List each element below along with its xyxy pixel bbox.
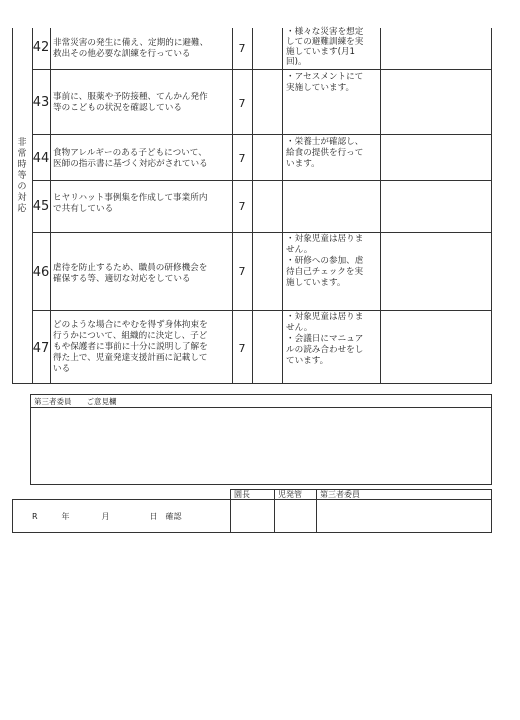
item-text: どのような場合にやむを得ず身体拘束を 行うかについて、組織的に決定し、子ど もや保護者に事前に十分に説明し了解を 得た上で、児童発達支援計画に記載して いる (53, 320, 208, 374)
manager-header: 児発管 (278, 490, 302, 499)
item-text: 事前に、服薬や予防接種、てんかん発作 等のこどもの状況を確認している (53, 92, 208, 113)
third-party-comment-box (30, 394, 492, 485)
item-text: ヒヤリハット事例集を作成して事業所内 で共有している (53, 193, 208, 214)
item-text: 虐待を防止するため、職員の研修機会を 確保する等、適切な対応をしている (53, 263, 208, 284)
item-score: 7 (238, 200, 246, 213)
item-comment: ・対象児童は居りま せん。 ・研修への参加、虐 待自己チェックを実 施しています。 (286, 234, 364, 288)
item-number: 42 (32, 40, 50, 55)
item-comment: ・栄養士が確認し、 給食の提供を行って います。 (286, 137, 364, 169)
item-number: 46 (32, 265, 50, 280)
item-text: 食物アレルギーのある子どもについて、 医師の指示書に基づく対応がされている (53, 148, 208, 169)
item-score: 7 (238, 342, 246, 355)
principal-header: 園長 (234, 490, 250, 499)
confirmation-table (12, 489, 492, 533)
item-score: 7 (238, 152, 246, 165)
item-score: 7 (238, 42, 246, 55)
third-party-header: 第三者委員 (320, 490, 360, 499)
third-party-comment-label: 第三者委員 ご意見欄 (34, 397, 117, 406)
item-number: 43 (32, 95, 50, 110)
item-comment: ・アセスメントにて 実施しています。 (286, 72, 364, 93)
item-text: 非常災害の発生に備え、定期的に避難、 救出その他必要な訓練を行っている (53, 38, 209, 59)
category-label: 非 常 時 等 の 対 応 (17, 138, 27, 214)
item-comment: ・様々な災害を想定 しての避難訓練を実 施しています(月1 回)。 (286, 27, 364, 67)
item-score: 7 (238, 97, 246, 110)
item-number: 44 (32, 151, 50, 166)
item-score: 7 (238, 265, 246, 278)
item-comment: ・対象児童は居りま せん。 ・会議日にマニュア ルの読み合わせをし ています。 (286, 312, 364, 366)
confirmation-date-label: R 年 月 日 確認 (32, 512, 182, 521)
item-number: 47 (32, 341, 50, 356)
item-number: 45 (32, 199, 50, 214)
